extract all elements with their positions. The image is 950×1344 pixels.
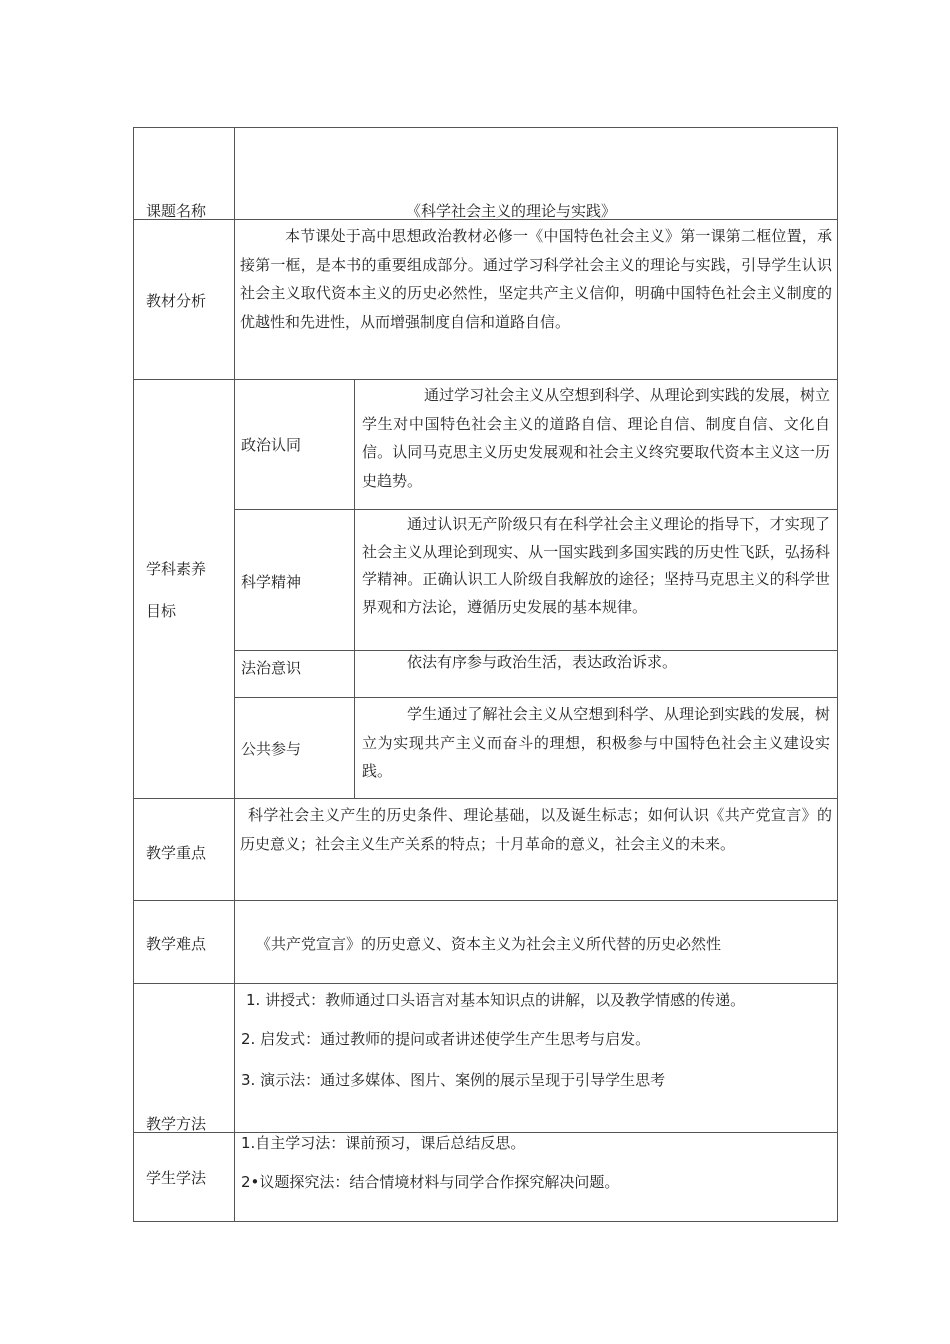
- literacy-item-name: 政治认同: [241, 436, 302, 454]
- student-method-item: 1.自主学习法：课前预习，课后总结反思。: [241, 1134, 526, 1152]
- student-methods-label: 学生学法: [146, 1169, 207, 1187]
- literacy-item-name: 科学精神: [241, 573, 302, 591]
- student-method-item: 2•议题探究法：结合情境材料与同学合作探究解决问题。: [241, 1173, 620, 1191]
- method-item: 1. 讲授式：教师通过口头语言对基本知识点的讲解，以及教学情感的传递。: [246, 991, 746, 1009]
- difficulties-label: 教学难点: [146, 935, 207, 953]
- methods-label: 教学方法: [146, 1115, 207, 1133]
- lesson-title: 《科学社会主义的理论与实践》: [406, 202, 617, 220]
- title-label: 课题名称: [146, 202, 207, 220]
- key-points-text: 科学社会主义产生的历史条件、理论基础，以及诞生标志；如何认识《共产党宣言》的历史意义；社会主义生产关系的特点；十月革命的意义，社会主义的未来。: [240, 806, 832, 853]
- key-points-label: 教学重点: [146, 844, 207, 862]
- literacy-item-name: 公共参与: [241, 740, 302, 758]
- analysis-label: 教材分析: [146, 292, 207, 310]
- literacy-item-text: 通过学习社会主义从空想到科学、从理论到实践的发展，树立学生对中国特色社会主义的道路自信、理论自信、制度自信、文化自信。认同马克思主义历史发展观和社会主义终究要取代资本主义这一历史趋势。: [362, 386, 830, 490]
- analysis-text: 本节课处于高中思想政治教材必修一《中国特色社会主义》第一课第二框位置，承接第一框，是本书的重要组成部分。通过学习科学社会主义的理论与实践，引导学生认识社会主义取代资本主义的历史必然性，坚定共产主义信仰，明确中国特色社会主义制度的优越性和先进性，从而增强制度自信和道路自信。: [240, 227, 832, 331]
- difficulties-text: 《共产党宣言》的历史意义、资本主义为社会主义所代替的历史必然性: [256, 935, 722, 953]
- literacy-item-text: 通过认识无产阶级只有在科学社会主义理论的指导下，才实现了社会主义从理论到现实、从一国实践到多国实践的历史性飞跃，弘扬科学精神。正确认识工人阶级自我解放的途径；坚持马克思主义的科学世界观和方法论，遵循历史发展的基本规律。: [362, 515, 830, 616]
- method-item: 2. 启发式：通过教师的提问或者讲述使学生产生思考与启发。: [241, 1030, 651, 1048]
- literacy-label-line1: 学科素养: [146, 560, 207, 578]
- literacy-item-name: 法治意识: [241, 659, 302, 677]
- literacy-item-text: 学生通过了解社会主义从空想到科学、从理论到实践的发展，树立为实现共产主义而奋斗的理想，积极参与中国特色社会主义建设实践。: [362, 705, 830, 780]
- method-item: 3. 演示法：通过多媒体、图片、案例的展示呈现于引导学生思考: [241, 1071, 666, 1089]
- literacy-label-line2: 目标: [146, 602, 177, 620]
- literacy-item-text: 依法有序参与政治生活，表达政治诉求。: [407, 653, 678, 671]
